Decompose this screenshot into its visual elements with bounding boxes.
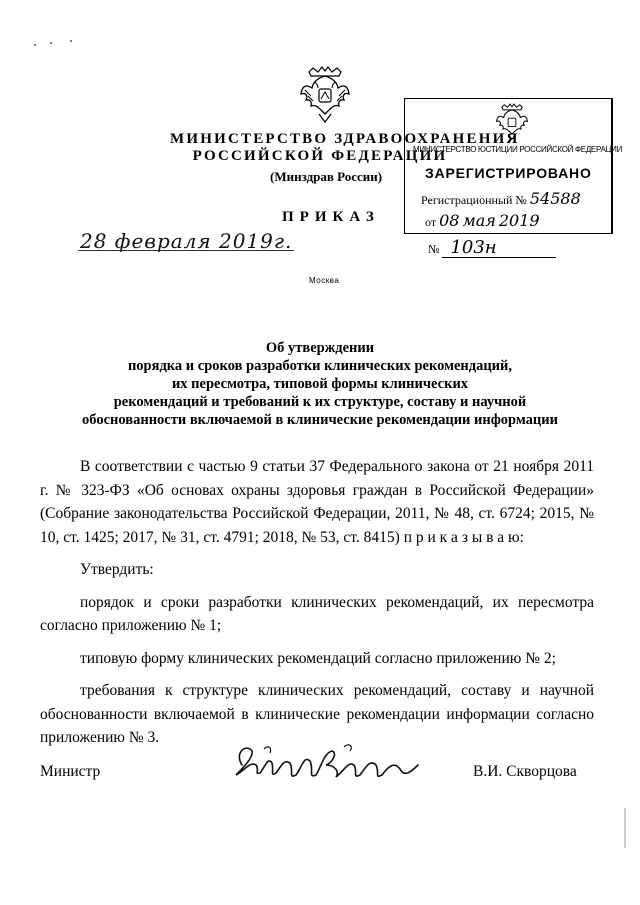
document-body [40,455,594,759]
stamp-date-month: мая [462,211,496,230]
handwritten-signature-icon [224,735,430,791]
title-line: рекомендаций и требований к их структуре, составу и научной [113,394,527,410]
scan-specks [30,40,90,50]
body-paragraph: В соответствии с частью 9 статьи 37 Федерального закона от 21 ноября 2011 г. № 323-ФЗ «Об основах охраны здоровья граждан в Российской Федерации» (Собрание законодательства Российской Федерации, 2011, № 48, ст. 6724; 2015, № 10, ст. 1425; 2017, № 31, ст. 4791; 2018, № 53, ст. 8415) п р и к а з ы в а ю: [40,458,594,546]
stamp-reg-label: Регистрационный № [421,193,527,207]
ministry-line-1: МИНИСТЕРСТВО ЗДРАВООХРАНЕНИЯ [170,131,520,147]
order-number-label: № [428,242,440,256]
title-line: их пересмотра, типовой формы клинических [171,376,469,392]
body-paragraph: типовую форму клинических рекомендаций согласно приложению № 2; [80,649,556,667]
stamp-date [425,211,540,230]
russian-coat-of-arms-icon [300,66,350,124]
stamp-date-prefix: от [425,215,437,229]
order-number [428,237,556,258]
signer-name: В.И. Скворцова [473,763,577,780]
stamp-date-year: 2019 [498,211,540,230]
order-number-underline [442,257,556,258]
stamp-ministry: МИНИСТЕРСТВО ЮСТИЦИИ РОССИЙСКОЙ ФЕДЕРАЦИИ [413,145,623,154]
signer-position: Министр [40,763,101,780]
body-paragraph: Утвердить: [80,561,154,578]
handwritten-date: 28 февраля 2019г. [80,229,293,253]
ministry-line-2: РОССИЙСКОЙ ФЕДЕРАЦИИ [192,148,448,164]
body-paragraph: требования к структуре клинических рекомендаций, составу и научной обоснованности включаемой в клинические рекомендации информации согласно приложению № 3. [40,682,594,746]
title-line: Об утверждении [265,340,375,356]
registration-stamp [404,98,623,234]
order-number-value: 103н [450,237,497,258]
document-title [40,339,600,429]
stamp-date-day: 08 [439,211,460,230]
city: Москва [309,276,340,285]
order-heading: ПРИКАЗ [282,209,380,225]
signature-block [40,763,600,793]
ministry-short-name: (Минздрав России) [270,169,383,184]
stamp-reg-number: 54588 [529,189,581,208]
scan-edge-mark [624,808,626,848]
russian-coat-of-arms-icon [496,102,528,142]
stamp-registered: ЗАРЕГИСТРИРОВАНО [425,165,592,181]
body-paragraph: порядок и сроки разработки клинических рекомендаций, их пересмотра согласно приложению № 1; [40,593,594,634]
title-line: порядка и сроков разработки клинических рекомендаций, [127,358,513,374]
title-line: обоснованности включаемой в клинические рекомендации информации [82,412,558,428]
stamp-registration-number [421,189,581,208]
